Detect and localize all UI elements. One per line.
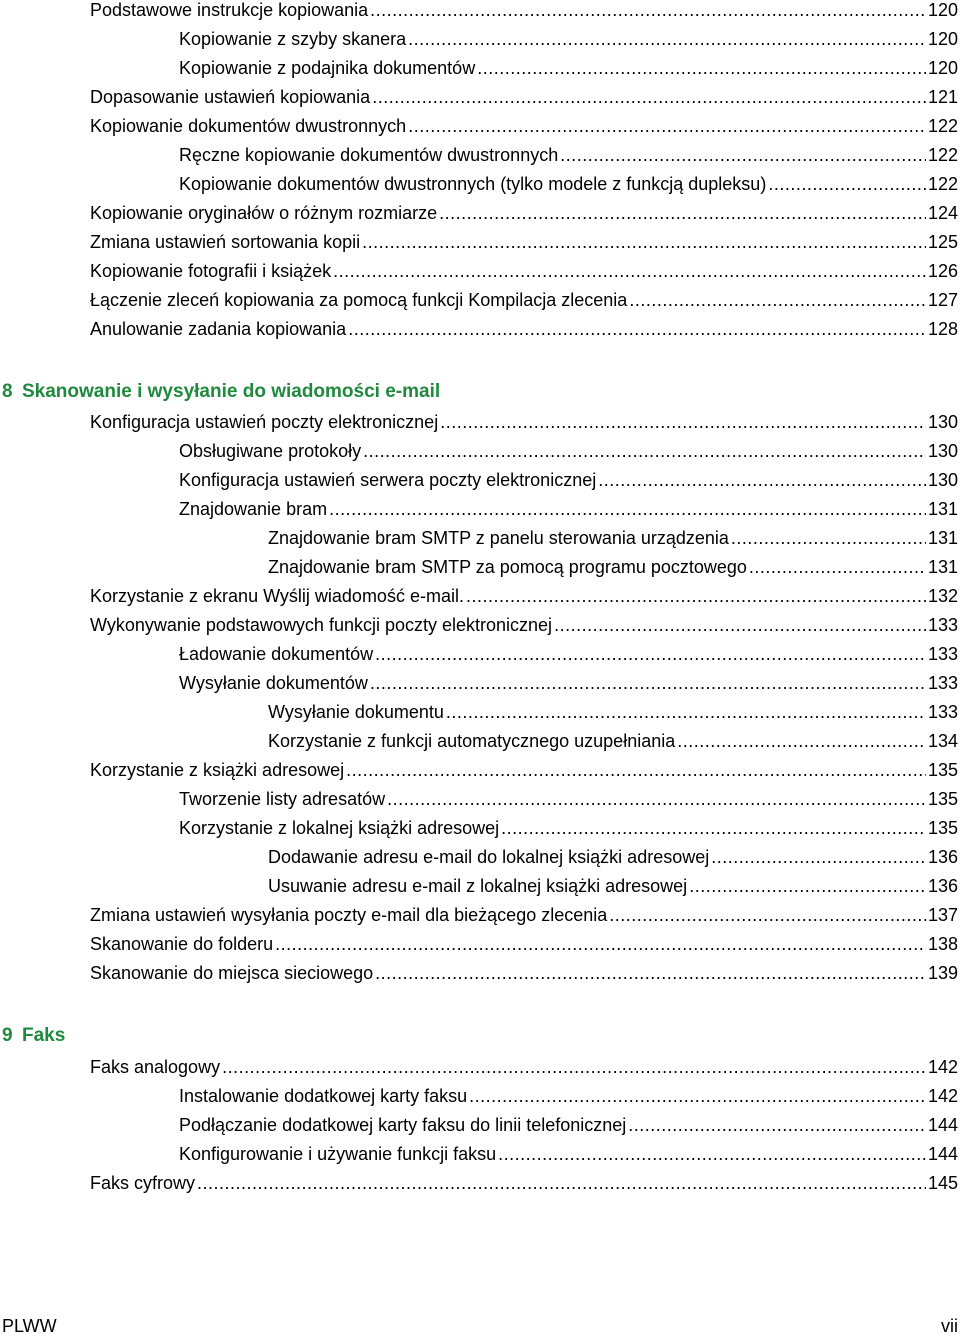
toc-leader-dots — [346, 756, 926, 785]
toc-entry-title: Konfiguracja ustawień serwera poczty elektronicznej — [179, 470, 597, 490]
toc-entry-title: Kopiowanie dokumentów dwustronnych — [90, 116, 407, 136]
toc-entry-page: 120 — [927, 0, 958, 20]
toc-entry-page: 134 — [927, 731, 958, 751]
toc-leader-dots — [375, 959, 926, 988]
toc-entry-title: Ładowanie dokumentów — [179, 644, 374, 664]
chapter-title: Skanowanie i wysyłanie do wiadomości e-mail — [22, 381, 441, 402]
toc-entry-page: 127 — [927, 290, 958, 310]
toc-entry[interactable] — [179, 54, 958, 83]
toc-entry[interactable] — [90, 228, 958, 257]
toc-entry-title: Konfigurowanie i używanie funkcji faksu — [179, 1144, 497, 1164]
chapter-heading[interactable] — [2, 1021, 65, 1051]
toc-leader-dots — [677, 727, 926, 756]
toc-entry-title: Korzystanie z ekranu Wyślij wiadomość e-mail. — [90, 586, 464, 606]
toc-entry-title: Znajdowanie bram SMTP za pomocą programu pocztowego — [268, 557, 747, 577]
toc-entry[interactable] — [90, 408, 958, 437]
toc-entry-page: 135 — [927, 760, 958, 780]
toc-leader-dots — [333, 257, 926, 286]
toc-entry[interactable] — [179, 785, 958, 814]
toc-leader-dots — [711, 843, 926, 872]
toc-entry-title: Anulowanie zadania kopiowania — [90, 319, 347, 339]
toc-entry-page: 142 — [927, 1057, 958, 1077]
toc-leader-dots — [408, 25, 926, 54]
toc-leader-dots — [348, 315, 926, 344]
toc-entry-title: Kopiowanie dokumentów dwustronnych (tylko modele z funkcją dupleksu) — [179, 174, 767, 194]
toc-entry-page: 130 — [927, 441, 958, 461]
toc-entry[interactable] — [90, 1169, 958, 1198]
toc-entry[interactable] — [268, 524, 958, 553]
toc-leader-dots — [439, 199, 926, 228]
toc-entry-page: 133 — [927, 702, 958, 722]
toc-entry-title: Korzystanie z funkcji automatycznego uzupełniania — [268, 731, 676, 751]
toc-entry[interactable] — [268, 553, 958, 582]
toc-entry[interactable] — [90, 0, 958, 25]
toc-entry-page: 139 — [927, 963, 958, 983]
toc-entry-title: Kopiowanie fotografii i książek — [90, 261, 332, 281]
toc-entry-page: 132 — [927, 586, 958, 606]
footer-page-number: vii — [941, 1316, 958, 1336]
toc-leader-dots — [501, 814, 926, 843]
toc-entry[interactable] — [179, 814, 958, 843]
toc-entry-page: 130 — [927, 470, 958, 490]
toc-entry[interactable] — [90, 112, 958, 141]
toc-entry[interactable] — [90, 315, 958, 344]
toc-entry-title: Instalowanie dodatkowej karty faksu — [179, 1086, 468, 1106]
toc-entry[interactable] — [268, 872, 958, 901]
toc-entry-title: Skanowanie do miejsca sieciowego — [90, 963, 374, 983]
toc-entry-page: 120 — [927, 58, 958, 78]
toc-leader-dots — [408, 112, 926, 141]
toc-leader-dots — [363, 437, 926, 466]
chapter-number: 9 — [2, 1025, 13, 1046]
toc-entry-page: 136 — [927, 847, 958, 867]
toc-entry[interactable] — [90, 756, 958, 785]
toc-entry-page: 135 — [927, 818, 958, 838]
toc-entry-title: Podłączanie dodatkowej karty faksu do linii telefonicznej — [179, 1115, 627, 1135]
toc-entry-title: Faks analogowy — [90, 1057, 221, 1077]
chapter-number: 8 — [2, 381, 13, 402]
toc-leader-dots — [370, 669, 926, 698]
toc-entry-title: Obsługiwane protokoły — [179, 441, 362, 461]
toc-entry-page: 133 — [927, 615, 958, 635]
toc-leader-dots — [554, 611, 926, 640]
toc-entry-title: Usuwanie adresu e-mail z lokalnej książki adresowej — [268, 876, 688, 896]
toc-entry-title: Wykonywanie podstawowych funkcji poczty elektronicznej — [90, 615, 553, 635]
chapter-heading[interactable] — [2, 377, 440, 407]
toc-entry[interactable] — [90, 582, 958, 611]
toc-entry[interactable] — [179, 495, 958, 524]
toc-entry[interactable] — [179, 1140, 958, 1169]
toc-entry[interactable] — [90, 930, 958, 959]
toc-leader-dots — [609, 901, 926, 930]
toc-entry-page: 125 — [927, 232, 958, 252]
toc-entry-title: Podstawowe instrukcje kopiowania — [90, 0, 369, 20]
toc-leader-dots — [370, 0, 926, 25]
toc-entry-page: 131 — [927, 499, 958, 519]
toc-entry[interactable] — [179, 437, 958, 466]
toc-leader-dots — [440, 408, 926, 437]
footer-locale-code: PLWW — [2, 1316, 57, 1336]
chapter-title: Faks — [22, 1025, 66, 1046]
toc-entry[interactable] — [179, 1082, 958, 1111]
toc-entry[interactable] — [179, 640, 958, 669]
toc-entry[interactable] — [268, 698, 958, 727]
toc-entry-page: 122 — [927, 116, 958, 136]
toc-entry-page: 135 — [927, 789, 958, 809]
toc-entry-title: Kopiowanie z szyby skanera — [179, 29, 407, 49]
toc-entry-title: Znajdowanie bram — [179, 499, 328, 519]
toc-entry-title: Łączenie zleceń kopiowania za pomocą funkcji Kompilacja zlecenia — [90, 290, 628, 310]
toc-entry[interactable] — [90, 611, 958, 640]
toc-entry-page: 122 — [927, 145, 958, 165]
toc-entry-title: Ręczne kopiowanie dokumentów dwustronnych — [179, 145, 559, 165]
toc-entry-title: Wysyłanie dokumentów — [179, 673, 368, 693]
toc-entry-title: Wysyłanie dokumentu — [268, 702, 444, 722]
toc-entry[interactable] — [90, 257, 958, 286]
toc-entry[interactable] — [90, 199, 958, 228]
toc-entry-title: Znajdowanie bram SMTP z panelu sterowania urządzenia — [268, 528, 729, 548]
toc-entry-title: Konfiguracja ustawień poczty elektronicznej — [90, 412, 439, 432]
toc-leader-dots — [628, 1111, 926, 1140]
toc-entry-title: Dopasowanie ustawień kopiowania — [90, 87, 371, 107]
toc-entry-page: 133 — [927, 644, 958, 664]
toc-entry-page: 144 — [927, 1144, 958, 1164]
toc-entry-title: Korzystanie z lokalnej książki adresowej — [179, 818, 500, 838]
toc-entry[interactable] — [179, 141, 958, 170]
toc-entry-page: 120 — [927, 29, 958, 49]
toc-entry-title: Kopiowanie oryginałów o różnym rozmiarze — [90, 203, 438, 223]
toc-leader-dots — [275, 930, 926, 959]
toc-entry-page: 138 — [927, 934, 958, 954]
toc-entry-title: Dodawanie adresu e-mail do lokalnej książki adresowej — [268, 847, 710, 867]
toc-entry-title: Kopiowanie z podajnika dokumentów — [179, 58, 476, 78]
toc-entry[interactable] — [179, 25, 958, 54]
toc-entry[interactable] — [268, 843, 958, 872]
toc-entry[interactable] — [90, 959, 958, 988]
toc-entry-page: 133 — [927, 673, 958, 693]
toc-entry[interactable] — [90, 286, 958, 315]
toc-entry-title: Zmiana ustawień sortowania kopii — [90, 232, 361, 252]
toc-entry-page: 142 — [927, 1086, 958, 1106]
toc-entry-page: 131 — [927, 528, 958, 548]
toc-entry[interactable] — [90, 901, 958, 930]
toc-entry[interactable] — [90, 83, 958, 112]
toc-leader-dots — [362, 228, 926, 257]
toc-leader-dots — [498, 1140, 926, 1169]
toc-entry-page: 128 — [927, 319, 958, 339]
toc-entry-page: 136 — [927, 876, 958, 896]
toc-entry[interactable] — [179, 170, 958, 199]
toc-leader-dots — [768, 170, 926, 199]
toc-leader-dots — [731, 524, 926, 553]
toc-entry-title: Faks cyfrowy — [90, 1173, 196, 1193]
toc-entry[interactable] — [90, 1053, 958, 1082]
toc-leader-dots — [387, 785, 926, 814]
toc-leader-dots — [749, 553, 926, 582]
toc-entry[interactable] — [268, 727, 958, 756]
toc-entry-page: 126 — [927, 261, 958, 281]
toc-entry-page: 122 — [927, 174, 958, 194]
toc-entry-page: 130 — [927, 412, 958, 432]
toc-entry[interactable] — [179, 466, 958, 495]
toc-leader-dots — [689, 872, 926, 901]
toc-leader-dots — [629, 286, 926, 315]
toc-entry-page: 145 — [927, 1173, 958, 1193]
toc-entry[interactable] — [179, 1111, 958, 1140]
toc-entry-title: Zmiana ustawień wysyłania poczty e-mail dla bieżącego zlecenia — [90, 905, 608, 925]
toc-leader-dots — [222, 1053, 926, 1082]
toc-leader-dots — [469, 1082, 926, 1111]
toc-leader-dots — [197, 1169, 926, 1198]
toc-entry-title: Skanowanie do folderu — [90, 934, 274, 954]
toc-entry-page: 131 — [927, 557, 958, 577]
toc-entry-page: 144 — [927, 1115, 958, 1135]
toc-leader-dots — [446, 698, 926, 727]
toc-entry-title: Korzystanie z książki adresowej — [90, 760, 345, 780]
toc-leader-dots — [477, 54, 926, 83]
toc-entry-page: 124 — [927, 203, 958, 223]
toc-entry[interactable] — [179, 669, 958, 698]
toc-leader-dots — [329, 495, 926, 524]
toc-entry-title: Tworzenie listy adresatów — [179, 789, 386, 809]
toc-leader-dots — [372, 83, 926, 112]
toc-leader-dots — [598, 466, 926, 495]
toc-leader-dots — [375, 640, 926, 669]
toc-entry-page: 137 — [927, 905, 958, 925]
toc-leader-dots — [560, 141, 926, 170]
toc-leader-dots — [466, 582, 926, 611]
toc-entry-page: 121 — [927, 87, 958, 107]
